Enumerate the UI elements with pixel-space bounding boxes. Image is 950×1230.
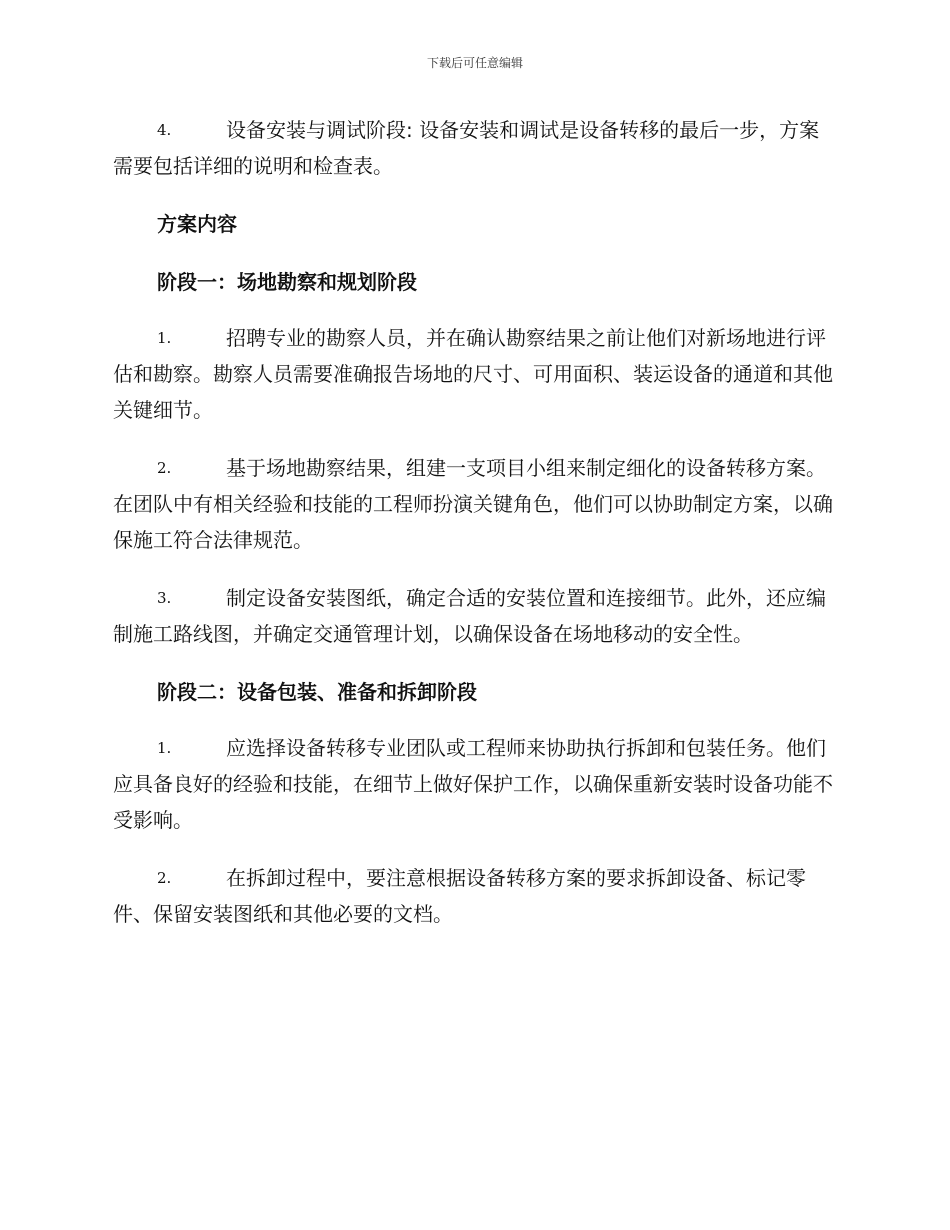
stage1-item-2 bbox=[113, 450, 838, 558]
stage1-title: 阶段一：场地勘察和规划阶段 bbox=[157, 270, 417, 294]
list-item-text: 在拆卸过程中，要注意根据设备转移方案的要求拆卸设备、标记零件、保留安装图纸和其他必要的文档。 bbox=[113, 866, 806, 926]
header-note: 下载后可任意编辑 bbox=[426, 56, 523, 70]
list-number: 1. bbox=[157, 329, 172, 347]
stage1-item-3 bbox=[113, 580, 838, 652]
list-item-text: 制定设备安装图纸，确定合适的安装位置和连接细节。此外，还应编制施工路线图，并确定交通管理计划，以确保设备在场地移动的安全性。 bbox=[113, 586, 826, 646]
list-item-text: 设备安装与调试阶段: 设备安装和调试是设备转移的最后一步，方案需要包括详细的说明和检查表。 bbox=[113, 118, 820, 178]
document-body bbox=[113, 112, 838, 932]
list-number: 4. bbox=[157, 121, 172, 139]
list-number: 2. bbox=[157, 869, 172, 887]
stage2-title: 阶段二：设备包装、准备和拆卸阶段 bbox=[157, 680, 477, 704]
list-item-text: 招聘专业的勘察人员，并在确认勘察结果之前让他们对新场地进行评估和勘察。勘察人员需要准确报告场地的尺寸、可用面积、装运设备的通道和其他关键细节。 bbox=[113, 326, 833, 422]
list-item-intro-4 bbox=[113, 112, 838, 184]
section-title: 方案内容 bbox=[157, 212, 237, 236]
list-number: 3. bbox=[157, 589, 172, 607]
stage2-item-1 bbox=[113, 730, 838, 838]
list-number: 1. bbox=[157, 739, 172, 757]
list-item-text: 基于场地勘察结果，组建一支项目小组来制定细化的设备转移方案。在团队中有相关经验和技能的工程师扮演关键角色，他们可以协助制定方案，以确保施工符合法律规范。 bbox=[113, 456, 833, 552]
stage1-item-1 bbox=[113, 320, 838, 428]
stage2-item-2 bbox=[113, 860, 838, 932]
list-number: 2. bbox=[157, 459, 172, 477]
list-item-text: 应选择设备转移专业团队或工程师来协助执行拆卸和包装任务。他们应具备良好的经验和技能，在细节上做好保护工作，以确保重新安装时设备功能不受影响。 bbox=[113, 736, 833, 832]
